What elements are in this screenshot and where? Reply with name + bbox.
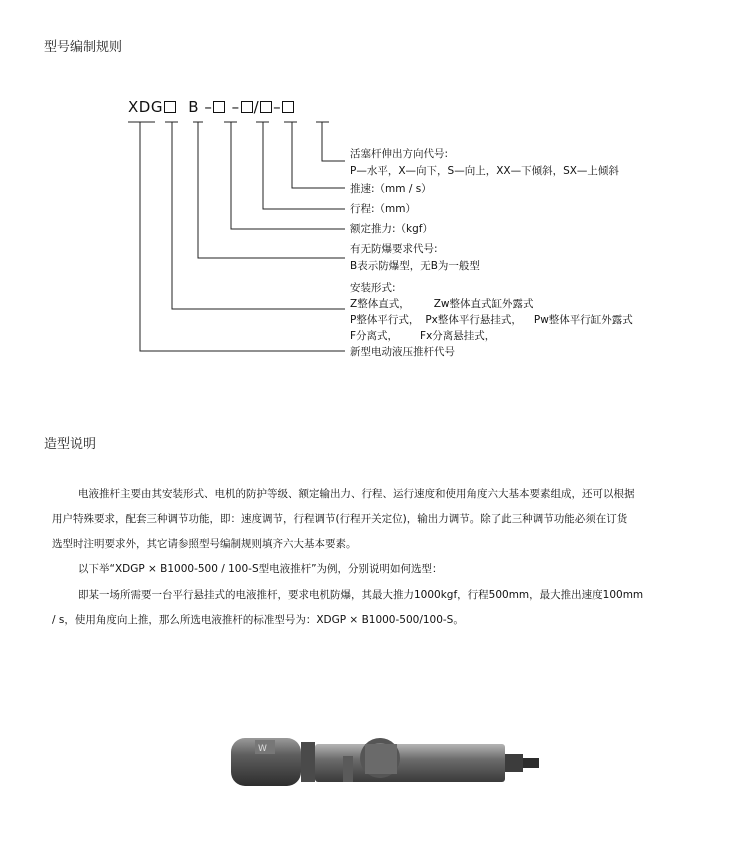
mount-form-title: 安装形式: <box>350 282 396 294</box>
model-code-b: B <box>188 98 200 116</box>
direction-code-title: 活塞杆伸出方向代号: <box>350 148 449 160</box>
paragraph-1-line-3: 选型时注明要求外，其它请参照型号编制规则填齐六大基本要素。 <box>52 538 357 550</box>
mount-form-line-1 <box>350 296 533 312</box>
speed-label: 推速:（mm / s） <box>350 183 432 195</box>
mount-fx: Fx分离悬挂式， <box>420 330 496 342</box>
paragraph-3-line-1: 即某一场所需要一台平行悬挂式的电液推杆，要求电机防爆，其最大推力1000kgf，行程500mm，最大推出速度100mm <box>78 589 644 601</box>
mount-pw: Pw整体平行缸外露式 <box>533 314 633 326</box>
selection-section-title: 造型说明 <box>44 437 97 452</box>
paragraph-2: 以下举“XDGP × B1000-500 / 100-S型电液推杆”为例，分别说明如何选型： <box>78 563 443 575</box>
mount-z: Z整体直式， <box>350 298 410 310</box>
thrust-label: 额定推力:（kgf） <box>350 223 433 235</box>
direction-code-values: P—水平，X—向下，S—向上，XX—下倾斜，SX—上倾斜 <box>350 165 619 177</box>
explosion-code-values: B表示防爆型，无B为一般型 <box>350 260 480 272</box>
model-code-slash: / <box>253 98 260 116</box>
mount-px: Px整体平行悬挂式， <box>425 314 522 326</box>
mount-zw: Zw整体直式缸外露式 <box>433 298 534 310</box>
mount-form-line-2 <box>350 312 633 328</box>
paragraph-1-line-2: 用户特殊要求，配套三种调节功能，即：速度调节，行程调节(行程开关定位)，输出力调节。除了此三种调节功能必须在订货 <box>52 513 628 525</box>
explosion-code-title: 有无防爆要求代号: <box>350 243 438 255</box>
mount-p: P整体平行式， <box>350 314 420 326</box>
mount-f: F分离式， <box>350 330 399 342</box>
model-code-dash-2: – <box>231 98 240 116</box>
model-code-dash-1: – <box>204 98 213 116</box>
mount-form-line-3 <box>350 328 495 344</box>
paragraph-1-line-1: 电液推杆主要由其安装形式、电机的防护等级、额定输出力、行程、运行速度和使用角度六大基本要素组成，还可以根据 <box>78 488 635 500</box>
svg-text:W: W <box>258 744 267 754</box>
electro-hydraulic-pusher-photo <box>225 728 545 798</box>
stroke-label: 行程:（mm） <box>350 203 416 215</box>
model-code-dash-3: – <box>273 98 282 116</box>
rules-section-title: 型号编制规则 <box>44 40 123 55</box>
model-code-prefix: XDG <box>128 98 163 116</box>
product-code-label: 新型电动液压推杆代号 <box>350 346 455 358</box>
paragraph-3-line-2: / s，使用角度向上推，那么所选电液推杆的标准型号为：XDGP × B1000-500/100-S。 <box>52 614 464 626</box>
